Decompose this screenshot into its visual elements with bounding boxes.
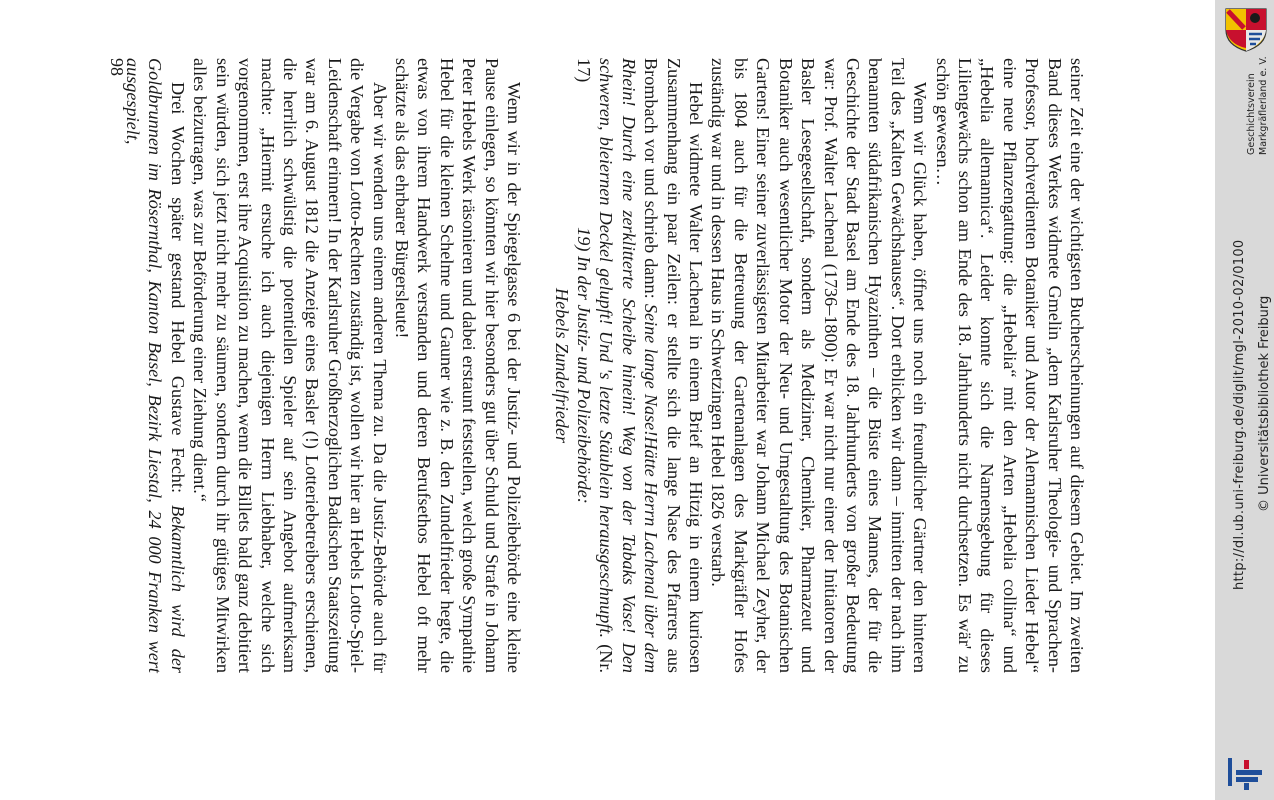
poem-quote: Seine lange Nase!Hätte Herrn Lachenal über dem Rhein! Durch eine zerklitterte Scheibe hinein! Weg von der Tabaks Vase! Den schweren, bleiernen Deckel gelupft! Und 's letzte Stäublein herausgeschnupft. [596, 58, 662, 673]
paragraph: Aber wir wenden uns einem anderen Thema zu. Da die Justiz-Behörde auch für die Vergabe von Lotto-Rechten zuständig ist, wollen wir hier an Hebels Lotto-Spiel-Leidenschaft erinnern! In der Karlsruher Großherzoglichen Badischen Staatszeitung war am 6. August 1812 die Anzeige eines Basler (!) Lotteriebetreibers erschienen, die herrlich schwülstig die potentiellen Spieler auf sein Angebot aufmerksam machte: „Hiermit ersuche ich auch diejenigen Herrn Liebhaber, welche sich vorgenommen, erst ihre Acquisition zu machen, wenn die Billets bald ganz debitiert sein würden, sich jetzt nicht mehr zu säumen, sondern durch ihr gütiges Mitwirken alles beizutragen, was zur Beförderung einer Ziehung dient.“ [190, 58, 390, 673]
paragraph: Wenn wir in der Spiegelgasse 6 bei der Justiz- und Polizeibehörde eine kleine Pause einlegen, so könnten wir hier besonders gut über Schuld und Strafe in Johann Peter Hebels Werk räsonieren und dabei erstaunt feststellen, welch große Sympathie Hebel für die kleinen Schelme und Gauner wie z. B. den Zundelfrieder hegte, die etwas von ihrem Handwerk verstanden und deren Berufsethos Hebel oft mehr schätzte als das ehrbarer Bürgersleute! [391, 58, 524, 673]
paragraph: Wenn wir Glück haben, öffnet uns noch ein freundlicher Gärtner den hinteren Teil des „Kalten Gewächshauses“. Dort erblicken wir dann – inmitten der nach ihm benannten südafrikanischen Hyazinthen – die Büste eines Mannes, der für die Geschichte der Stadt Basel am Ende des 18. Jahrhunderts von großer Bedeutung war: Prof. Walter Lachenal (1736–1800): Er war nicht nur einer der Initiatoren der Basler Lesegesellschaft, sondern als Mediziner, Chemiker, Pharmazeut und Botaniker auch wesentlicher Motor der Neu- und Umgestaltung des Botanischen Gartens! Einer seiner zuverlässigsten Mitarbeiter war Johann Michael Zeyher, der bis 1804 auch für die Betreuung der Gartenanlagen des Markgräfler Hofes zuständig war und in dessen Haus in Schwetzingen Hebel 1826 verstarb. [708, 58, 931, 673]
section-heading-title: 19) In der Justiz- und Polizeibehörde: [574, 227, 594, 504]
paragraph: seiner Zeit eine der wichtigsten Bucherscheinungen auf diesem Gebiet. Im zweiten Band dieses Werkes widmete Gmelin „dem Karlsruher Theologie- und Sprachen-Professor, hochverdienten Botaniker und Autor der Alemannischen Lieder Hebel“ eine neue Pflanzengattung: die „Hebelia“ mit den Arten „Hebelia collina“ und „Hebelia allemannica“. Leider konnte sich die Namensgebung für dieses Liliengewächs schon am Ende des 18. Jahrhunderts nicht durchsetzen. Es wär' zu schön gewesen… [932, 58, 1087, 673]
ub-freiburg-logo-icon [1224, 752, 1266, 792]
society-name-line1: Geschichtsverein [1246, 73, 1257, 155]
italic-quote: Bekanntlich wird der Goldbrunnen im Rösernthal, Kanton Basel, Bezirk Liestal, 24 000 Franken wert ausgespielt, [123, 58, 188, 673]
page-number: 98 [107, 58, 127, 76]
upper-text-block [573, 58, 1088, 673]
permalink-url[interactable]: http://dl.ub.uni-freiburg.de/diglit/mgl-2010-02/0100 [1232, 239, 1247, 590]
copyright-notice: © Universitätsbibliothek Freiburg [1257, 295, 1272, 512]
markgraeflerland-coat-of-arms-icon [1222, 6, 1270, 52]
paragraph-text: Hebel widmete Walter Lachenal in einem Brief an Hitzig in einem kuriosen Zusammenhang ein paar Zeilen: er stellte sich die lange Nase des Pfarrers aus Brombach vor und schrieb dann: [641, 58, 707, 673]
section-heading-subtitle: Hebels Zundelfrieder [551, 287, 572, 444]
society-name-line2: Markgräflerland e. V. [1258, 56, 1269, 155]
lower-text-block [122, 58, 525, 673]
letter-reference: (Nr. 17) [574, 58, 617, 673]
section-heading [550, 58, 595, 673]
paragraph-last [122, 58, 189, 673]
paragraph-text: Drei Wochen später gestand Hebel Gustave Fecht: [167, 82, 188, 506]
